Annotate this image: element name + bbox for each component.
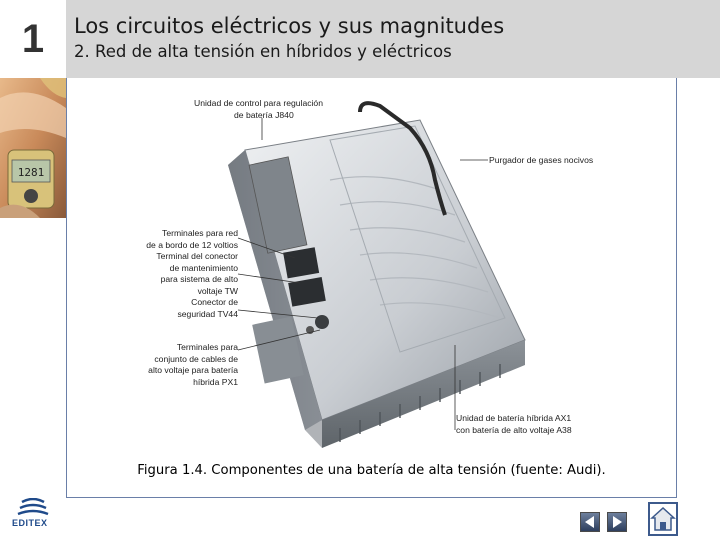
chapter-number: 1 <box>21 16 45 61</box>
section-subtitle: 2. Red de alta tensión en híbridos y eléctricos <box>74 42 452 61</box>
home-button[interactable] <box>648 502 678 536</box>
logo-text: EDITEX <box>12 518 48 528</box>
triangle-left-icon <box>581 513 599 531</box>
chapter-badge <box>0 0 66 78</box>
figure-caption: Figura 1.4. Componentes de una batería de alta tensión (fuente: Audi). <box>137 463 606 478</box>
page-header <box>0 0 720 78</box>
triangle-right-icon <box>608 513 626 531</box>
label-12v-terminals: Terminales para red de a bordo de 12 voltios Terminal del conector de mantenimiento para sistema de alto voltaje TW Conector de seguridad TV44 <box>146 228 238 319</box>
label-hv-terminals: Terminales para conjunto de cables de alto voltaje para batería híbrida PX1 <box>148 342 238 387</box>
battery-figure <box>66 80 676 450</box>
page-title: Los circuitos eléctricos y sus magnitudes <box>74 14 505 38</box>
multimeter-photo <box>0 78 66 218</box>
prev-button[interactable] <box>580 512 600 532</box>
label-battery-unit: Unidad de batería híbrida AX1 con batería de alto voltaje A38 <box>456 413 572 435</box>
meter-reading: 1281 <box>17 166 45 179</box>
editex-logo <box>8 498 58 536</box>
next-button[interactable] <box>607 512 627 532</box>
label-purge-valve: Purgador de gases nocivos <box>489 155 594 165</box>
house-icon <box>650 504 676 534</box>
battery-body <box>228 103 525 448</box>
label-control-unit: Unidad de control para regulación de batería J840 <box>194 98 323 120</box>
